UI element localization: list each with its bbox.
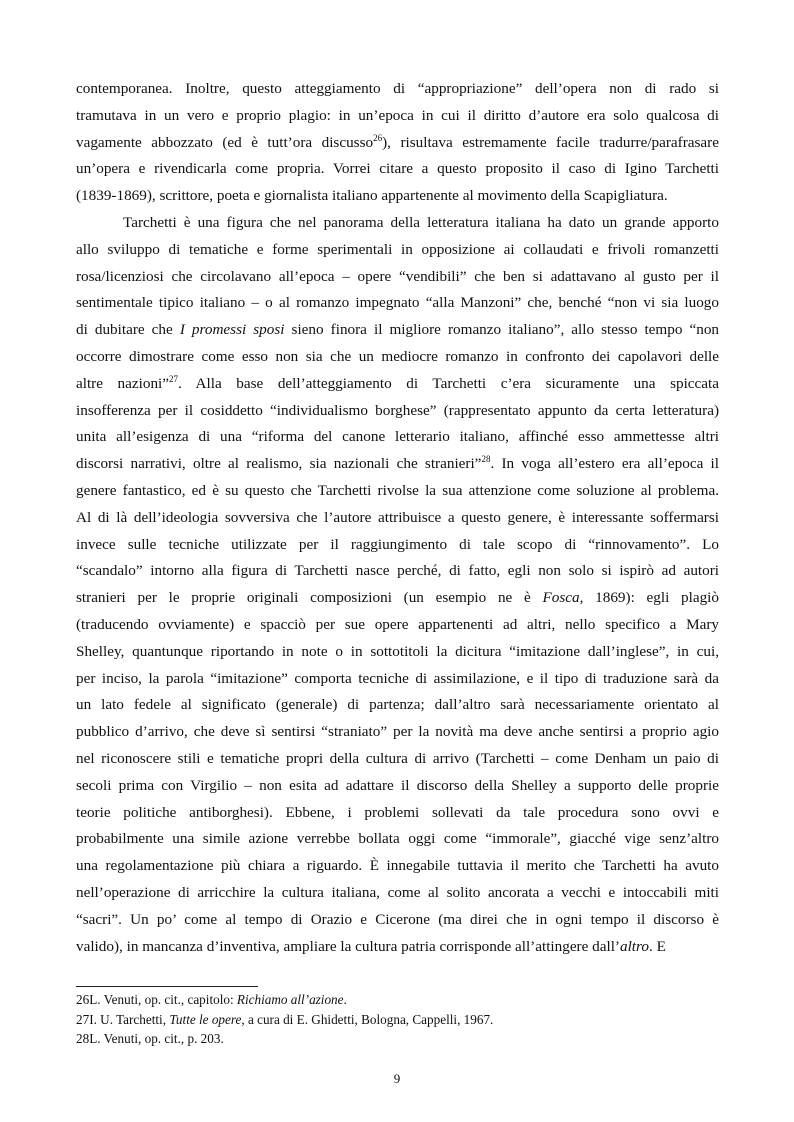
line-text: allo sviluppo di tematiche e forme sperimentali in opposizione ai collaudati e frivoli romanzetti	[76, 240, 719, 258]
line-text: (traducendo ovviamente) e spacciò per sue opere appartenenti ad altri, nello specifico a Mary	[76, 615, 719, 633]
footnote	[76, 990, 719, 1010]
text-line	[76, 934, 719, 961]
text-line	[76, 639, 719, 666]
text-line	[76, 907, 719, 934]
text-line	[76, 853, 719, 880]
footnote-reference[interactable]: 28	[481, 454, 491, 465]
line-text: (1839-1869), scrittore, poeta e giornalista italiano appartenente al movimento della Scapigliatura.	[76, 187, 668, 205]
footnote	[76, 1010, 719, 1030]
line-text: pubblico d’arrivo, che deve sì sentirsi “straniato” per la novità ma deve anche sentirsi a proprio agio	[76, 723, 719, 741]
text-line	[76, 505, 719, 532]
footnote-text: I. U. Tarchetti,	[89, 1011, 170, 1027]
line-text: “sacri”. Un po’ come al tempo di Orazio e Cicerone (ma direi che in ogni tempo il discorso è	[76, 910, 719, 928]
line-text: un’opera e rivendicarla come propria. Vorrei citare a questo proposito il caso di Igino Tarchetti	[76, 160, 719, 178]
text-line	[76, 344, 719, 371]
text-line	[76, 76, 719, 103]
line-text: rosa/licenziosi che circolavano all’epoca – opere “vendibili” che ben si adattavano al gusto per il	[76, 267, 719, 285]
paragraphs	[76, 76, 719, 960]
text-line	[76, 183, 719, 210]
line-text: valido), in mancanza d’inventiva, ampliare la cultura patria corrisponde all’attingere dall’	[76, 937, 620, 955]
text-line	[76, 210, 719, 237]
text-line	[76, 451, 719, 478]
footnote-number: 27	[76, 1011, 90, 1027]
footnote-text: , a cura di E. Ghidetti, Bologna, Cappelli, 1967.	[241, 1011, 494, 1027]
line-text: genere fantastico, ed è su questo che Tarchetti rivolse la sua attenzione come soluzione al problema.	[76, 481, 719, 499]
text-line	[76, 800, 719, 827]
line-text: discorsi narrativi, oltre al realismo, sia nazionali che stranieri”	[76, 455, 482, 473]
line-text: insofferenza per il cosiddetto “individualismo borghese” (rappresentato appunto da certa letteratura)	[76, 401, 719, 419]
line-text: teorie politiche antiborghesi). Ebbene, i problemi sollevati da tale procedura sono ovvi e	[76, 803, 719, 821]
italic-title: Fosca	[542, 589, 580, 607]
footnote-text: L. Venuti, op. cit., p. 203.	[89, 1031, 224, 1047]
line-text: altre nazioni”	[76, 374, 169, 392]
text-line	[76, 371, 719, 398]
line-text: . Alla base dell’atteggiamento di Tarchetti c’era sicuramente una spiccata	[178, 374, 719, 392]
line-text: Al di là dell’ideologia sovversiva che l’autore attribuisce a questo genere, è interessante soffermarsi	[76, 508, 719, 526]
text-line	[76, 237, 719, 264]
line-text: invece sulle tecniche utilizzate per il raggiungimento di tale scopo di “rinnovamento”. Lo	[76, 535, 719, 553]
line-text: occorre dimostrare come esso non sia che un mediocre romanzo in confronto dei capolavori delle	[76, 347, 719, 365]
footnote-reference[interactable]: 26	[373, 132, 383, 143]
text-line	[76, 398, 719, 425]
text-line	[76, 532, 719, 559]
text-line	[76, 585, 719, 612]
text-line	[76, 317, 719, 344]
footnotes	[76, 990, 719, 1049]
line-text: . E	[648, 937, 666, 955]
footnote-number: 26	[76, 992, 90, 1007]
line-text: unita all’esigenza di una “riforma del canone letterario italiano, affinché esso ammettesse altri	[76, 428, 719, 446]
text-line	[76, 826, 719, 853]
line-text: contemporanea. Inoltre, questo atteggiamento di “appropriazione” dell’opera non di rado si	[76, 80, 719, 97]
page-number: 9	[393, 1071, 401, 1086]
text-line	[76, 424, 719, 451]
footnote-title: Richiamo all’azione	[236, 992, 344, 1007]
line-text: nell’operazione di arricchire la cultura italiana, come al solito ancorata a vecchi e intoccabili miti	[76, 883, 719, 901]
text-line	[76, 612, 719, 639]
line-text: vagamente abbozzato (ed è tutt’ora discusso	[76, 133, 374, 151]
text-line	[76, 130, 719, 157]
footnote-reference[interactable]: 27	[169, 373, 178, 384]
line-text: nel riconoscere stili e tematiche propri della cultura di arrivo (Tarchetti – come Denham un paio di	[76, 749, 719, 767]
line-text: di dubitare che	[76, 321, 180, 339]
line-text: “scandalo” intorno alla figura di Tarchetti nasce perché, di fatto, egli non solo si ispirò ad autori	[76, 562, 719, 580]
line-text: sentimentale tipico italiano – o al romanzo impegnato “alla Manzoni” che, benché “non vi sia luogo	[76, 294, 719, 312]
text-line	[76, 558, 719, 585]
text-line	[76, 692, 719, 719]
footnote-text: L. Venuti, op. cit., capitolo:	[89, 992, 237, 1007]
line-text: . In voga all’estero era all’epoca il	[490, 455, 719, 473]
footnote-number: 28	[76, 1031, 90, 1047]
line-text: ), risultava estremamente facile tradurre/parafrasare	[382, 133, 719, 151]
document-body	[76, 76, 719, 960]
line-text: tramutava in un vero e proprio plagio: in un’epoca in cui il diritto d’autore era solo qualcosa di	[76, 106, 719, 124]
text-line	[76, 103, 719, 130]
footnote-text: .	[343, 992, 347, 1007]
text-line	[76, 478, 719, 505]
italic-title: I promessi sposi	[179, 321, 285, 339]
line-text: per inciso, la parola “imitazione” comporta tecniche di assimilazione, e il tipo di traduzione sarà da	[76, 669, 719, 687]
text-line	[76, 746, 719, 773]
line-text: secoli prima con Virgilio – non esita ad adattare il discorso della Shelley a supporto delle proprie	[76, 776, 719, 794]
line-text: , 1869): egli plagiò	[579, 589, 719, 607]
text-line	[76, 290, 719, 317]
text-line	[76, 719, 719, 746]
text-line	[76, 264, 719, 291]
footnote-separator	[76, 986, 258, 987]
line-text: un lato fedele al significato (generale) di partenza; dall’altro sarà necessariamente orientato al	[76, 696, 719, 714]
footnote	[76, 1029, 719, 1049]
line-text: sieno finora il migliore romanzo italiano”, allo stesso tempo “non	[284, 321, 720, 339]
line-text: stranieri per le proprie originali composizioni (un esempio ne è	[76, 589, 543, 607]
text-line	[76, 880, 719, 907]
line-text: Tarchetti è una figura che nel panorama della letteratura italiana ha dato un grande apporto	[123, 213, 719, 231]
footnote-title: Tutte le opere	[169, 1011, 242, 1027]
text-line	[76, 156, 719, 183]
italic-title: altro	[619, 937, 649, 955]
line-text: probabilmente una simile azione verrebbe bollata oggi come “immorale”, giacché vige senz’altro	[76, 830, 719, 848]
line-text: Shelley, quantunque riportando in note o in sottotitoli la dicitura “imitazione dall’inglese”, in cui,	[76, 642, 719, 660]
text-line	[76, 773, 719, 800]
text-line	[76, 666, 719, 693]
line-text: una regolamentazione più chiara a riguardo. È innegabile tuttavia il merito che Tarchetti ha avuto	[76, 857, 719, 875]
